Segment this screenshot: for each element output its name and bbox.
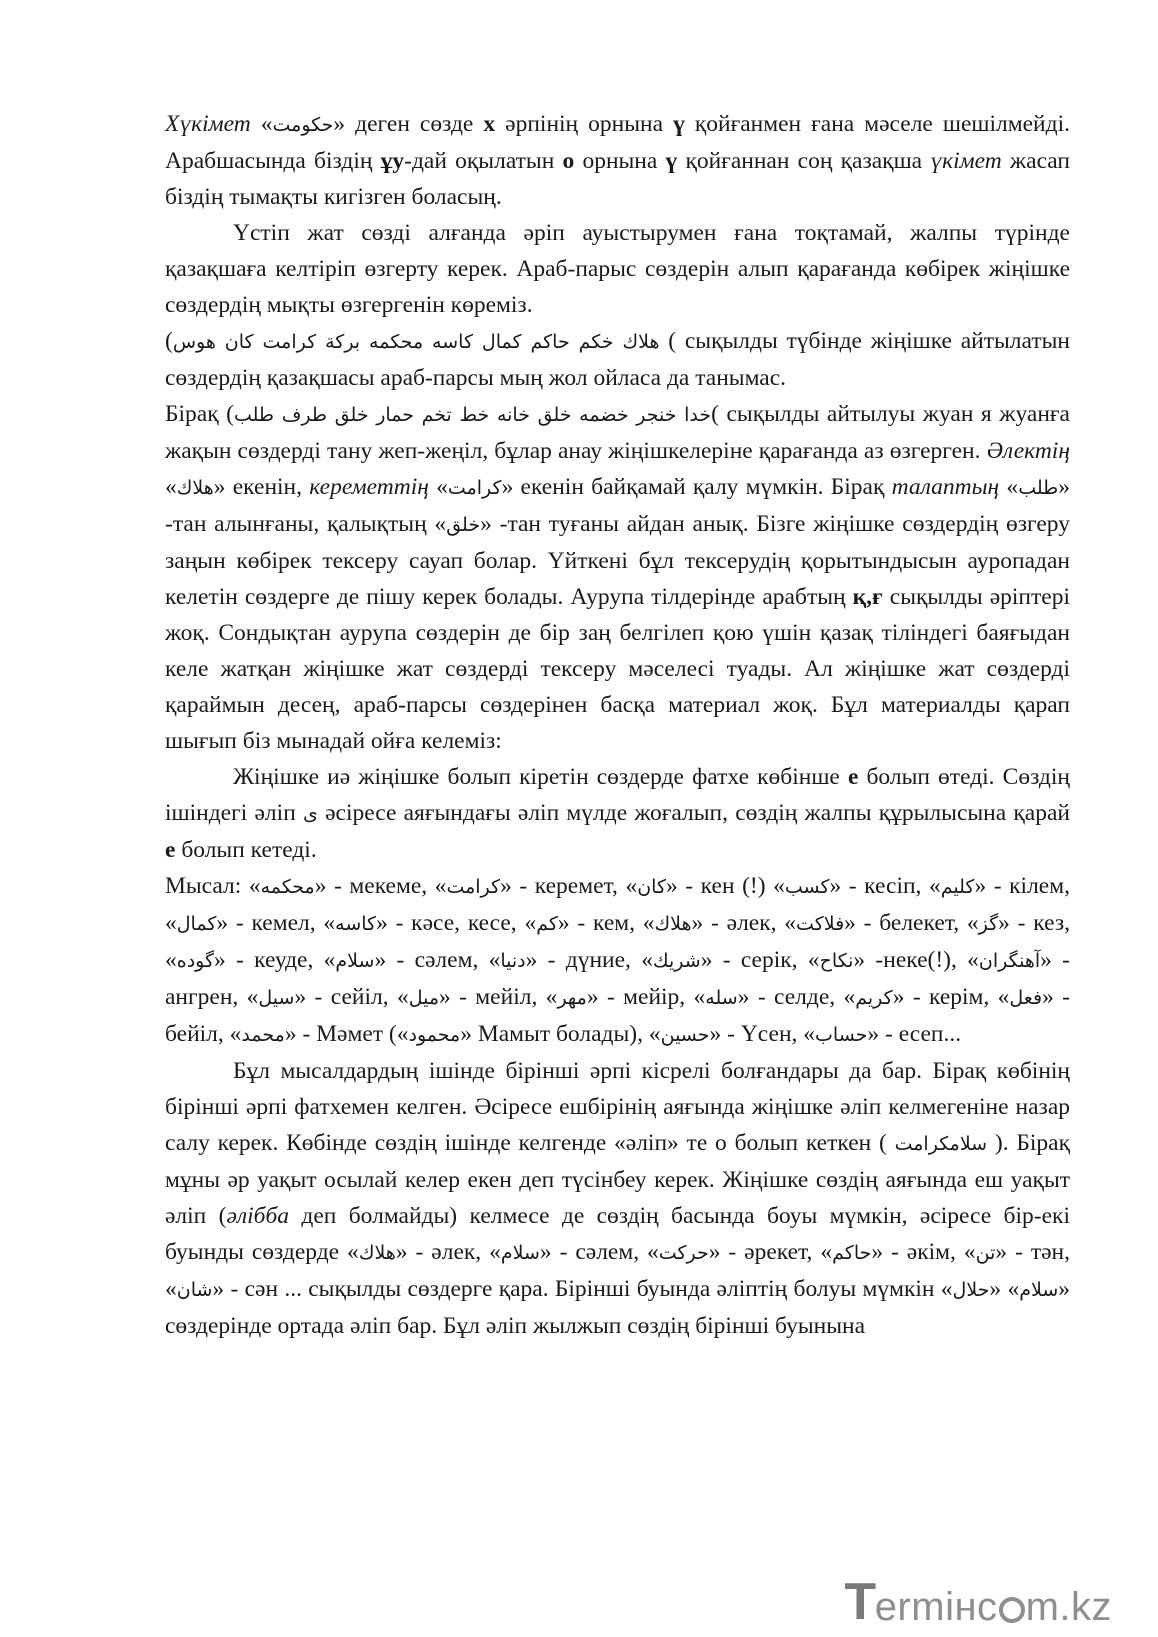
- text: » - Үсен, «: [709, 1021, 816, 1047]
- text: » - мейіл, «: [439, 984, 558, 1010]
- text: «: [428, 474, 448, 500]
- text: » - серік, «: [700, 947, 820, 973]
- text: әрпінің орнына: [495, 111, 674, 137]
- arabic-word: گز: [978, 913, 999, 935]
- text: » - кесіп, «: [829, 873, 941, 899]
- paragraph-2: [165, 215, 1070, 323]
- bold-letter: о: [562, 148, 575, 174]
- text: » - кем, «: [557, 910, 655, 936]
- arabic-word: مهر: [557, 987, 587, 1009]
- text: » - мекеме, «: [314, 873, 447, 899]
- arabic-word: طلب: [1018, 477, 1059, 499]
- text: » - әкім, «: [871, 1239, 976, 1265]
- arabic-word: كليم: [940, 876, 975, 898]
- text: » - кеуде, «: [214, 947, 336, 973]
- text: » - Мәмет («: [284, 1021, 409, 1047]
- text: орнына: [574, 148, 666, 174]
- text: » - сәлем, «: [374, 947, 501, 973]
- text: ). Бірақ мұны әр уақыт осылай келер екен деп түсінбеу керек. Жіңішке сөздің аяғында еш уақыт әліп (: [165, 1130, 1070, 1229]
- bold-letter: ұу: [380, 148, 405, 174]
- logo-text-start: ermінc: [874, 1585, 998, 1629]
- text: » деген сөзде: [333, 111, 484, 137]
- text: жасап біздің тымақты кигізген боласың.: [165, 148, 1070, 210]
- arabic-word: محمود: [408, 1024, 461, 1046]
- arabic-word: كريم: [855, 987, 893, 1009]
- text: » -неке(!), «: [853, 947, 979, 973]
- text: » - сән ... сықылды сөздерге қара. Бірінші буында әліптің болуы мүмкін «: [212, 1276, 953, 1302]
- text: » - сәлем, «: [539, 1239, 659, 1265]
- arabic-word: كرامت: [447, 477, 502, 499]
- bold-letter: е: [165, 837, 176, 863]
- text: «: [250, 111, 273, 137]
- text: » - кез, «: [165, 910, 1070, 973]
- italic-word: кереметтің: [309, 474, 429, 500]
- text: » - кемел, «: [216, 910, 336, 936]
- paragraph-7: [165, 1053, 1070, 1344]
- arabic-word: كان: [637, 876, 666, 898]
- arabic-word: هلاك: [654, 913, 692, 935]
- logo-t-letter: T: [844, 1573, 877, 1631]
- italic-word: Әлектің: [986, 438, 1070, 464]
- arabic-word: خلق: [446, 514, 481, 536]
- arabic-word: هلاك: [358, 1242, 396, 1264]
- text: » Мамыт болады), «: [460, 1021, 661, 1047]
- text: Үстіп жат сөзді алғанда әріп ауыстырумен ғана тоқтамай, жалпы түрінде қазақшаға келтіріп өзгерту керек. Араб-парыс сөздерін алып қарағанда көбірек жіңішке сөздердің мықты өзгергенін көреміз.: [165, 220, 1070, 318]
- text: деп болмайды) келмесе де сөздің басында боуы мүмкін, әсіресе бір-екі буынды сөздерде «: [165, 1203, 1070, 1265]
- text: » - керім, «: [892, 984, 1010, 1010]
- text: » екенін,: [213, 474, 310, 500]
- text: » - керемет, «: [500, 873, 638, 899]
- logo-o-ring-icon: [999, 1597, 1025, 1623]
- text: » сөздерінде ортада әліп бар. Бұл әліп жылжып сөздің бірінші буынына: [165, 1276, 1071, 1339]
- text: » - кәсе, кесе, «: [376, 910, 537, 936]
- text: қойғанмен ғана мәселе шешілмейді. Арабшасында біздің: [165, 111, 1070, 174]
- text: » - есеп...: [867, 1021, 962, 1047]
- bold-letter: е: [847, 764, 859, 790]
- text: Жіңішке иә жіңішке болып кіретін сөздерде фатхе көбінше: [233, 764, 848, 790]
- termincom-logo: [844, 1575, 1112, 1629]
- text: » - әлек, «: [395, 1239, 501, 1265]
- text: » - бейіл, «: [165, 984, 1070, 1047]
- arabic-word: سلام: [500, 1242, 540, 1264]
- text: » -тан алынғаны, қалықтың «: [165, 474, 1071, 537]
- arabic-word: حكومت: [272, 114, 334, 136]
- logo-text-end: m.kz: [1025, 1585, 1112, 1629]
- text: болып өтеді. Сөздің ішіндегі әліп: [165, 764, 1070, 826]
- arabic-word: تن: [975, 1242, 996, 1264]
- text: «: [165, 474, 177, 500]
- text: ( сықылды түбінде жіңішке айтылатын сөздердің қазақшасы араб-парсы мың жол ойласа да танымас.: [165, 328, 1070, 391]
- bold-letter: ү: [673, 111, 685, 137]
- paragraph-3: [165, 323, 1070, 396]
- text: болып кетеді.: [175, 837, 317, 863]
- italic-word: талаптың: [891, 474, 1000, 500]
- bold-letter: ү: [665, 148, 678, 174]
- arabic-words: هلاك خكم حاكم كمال كاسه محكمه بركة كرامت كان هوس: [172, 331, 660, 353]
- bold-letters: қ,ғ: [852, 584, 883, 610]
- arabic-word: كم: [536, 913, 558, 935]
- arabic-word: سلام: [335, 950, 375, 972]
- text: ( сықылды айтылуы жуан я жуанға жақын сөздерді тану жеп-жеңіл, бұлар анау жіңішкелеріне қарағанда аз өзгерген.: [165, 401, 1070, 464]
- arabic-word: كسب: [784, 876, 830, 898]
- arabic-word: سلام: [1019, 1279, 1059, 1301]
- text: Бұл мысалдардың ішінде бірінші әрпі кісрелі болғандары да бар. Бірақ көбінің бірінші әрпі фатхемен келген. Әсіресе ешбірінің аяғында жіңішке әліп келмегеніне назар салу керек. Көбінде сөздің ішінде келгенде «әліп» те о болып кеткен (: [165, 1058, 1070, 1156]
- arabic-word: محمد: [241, 1024, 285, 1046]
- arabic-word: فلاكت: [796, 913, 845, 935]
- text: » «: [989, 1276, 1020, 1302]
- text: Мысал: «: [165, 873, 261, 899]
- italic-word: үкімет: [930, 148, 1002, 174]
- text: » -тан туғаны айдан анық. Бізге жіңішке сөздердің өзгеру заңын көбірек тексеру сауап болар. Үйткені бұл тексерудің қорытындысын ауропадан келетін сөздерге де пішу керек болады. Аурупа тілдерінде арабтың: [165, 511, 1070, 610]
- text: » - кілем, «: [165, 873, 1070, 936]
- text: » - дүние, «: [525, 947, 653, 973]
- arabic-word: گوده: [176, 950, 215, 972]
- arabic-word: شريك: [652, 950, 701, 972]
- arabic-word: فعل: [1009, 987, 1043, 1009]
- text: «: [999, 474, 1019, 500]
- text: » - мейір, «: [586, 984, 706, 1010]
- arabic-words: خدا خنجر خضمه خلق خانه خط تخم حمار خلق طرف طلب: [233, 404, 712, 426]
- arabic-letter: ى: [303, 803, 318, 825]
- arabic-word: كاسه: [335, 913, 377, 935]
- arabic-word: حلال: [952, 1279, 990, 1301]
- text: » - кен (!) «: [666, 873, 785, 899]
- italic-word: әлібба: [226, 1203, 290, 1229]
- arabic-word: كمال: [176, 913, 217, 935]
- paragraph-1: [165, 106, 1070, 215]
- text: » - әлек, «: [691, 910, 797, 936]
- arabic-word: حركت: [658, 1242, 709, 1264]
- text: » - ангрен, «: [165, 947, 1071, 1010]
- arabic-word: هلاك: [176, 477, 214, 499]
- text: әсіресе аяғындағы әліп мүлде жоғалып, сөздің жалпы құрылысына қарай: [317, 800, 1070, 826]
- arabic-word: محكمه: [260, 876, 315, 898]
- text: » - селде, «: [737, 984, 856, 1010]
- arabic-word: كرامت: [446, 876, 501, 898]
- text: қойғаннан соң қазақша: [677, 148, 931, 174]
- arabic-word: ميل: [408, 987, 440, 1009]
- text: » - тән, «: [165, 1239, 1070, 1302]
- paragraph-5: [165, 759, 1070, 868]
- paragraph-4: [165, 396, 1070, 759]
- text: сықылды әріптері жоқ. Сондықтан аурупа сөздерін де бір заң белгілеп қою үшін қазақ тіліндегі баяғыдан келе жатқан жіңішке жат сөздерді тексеру мәселесі туады. Ал жіңішке жат сөздерді қараймын десең, араб-парсы сөздерінен басқа материал жоқ. Бұл материалды қарап шығып біз мынадай ойға келеміз:: [165, 584, 1070, 754]
- text: » - сейіл, «: [294, 984, 409, 1010]
- arabic-word: سلامكرامت: [894, 1133, 988, 1155]
- arabic-word: حسين: [660, 1024, 710, 1046]
- arabic-word: حاكم: [832, 1242, 872, 1264]
- text: (: [165, 328, 173, 354]
- text: Бірақ (: [165, 401, 234, 427]
- text: » екенін байқамай қалу мүмкін. Бірақ: [501, 474, 892, 500]
- document-page: [165, 106, 1070, 1344]
- arabic-word: نكاح: [819, 950, 854, 972]
- italic-word: Хүкімет: [165, 111, 251, 137]
- arabic-word: دنيا: [500, 950, 526, 972]
- arabic-word: سيل: [258, 987, 295, 1009]
- arabic-word: شان: [176, 1279, 213, 1301]
- paragraph-6-examples: [165, 868, 1070, 1053]
- bold-letter: х: [483, 111, 496, 137]
- text: » - белекет, «: [844, 910, 979, 936]
- arabic-word: آهنگران: [978, 950, 1041, 972]
- arabic-word: حساب: [815, 1024, 868, 1046]
- text: » - әрекет, «: [708, 1239, 833, 1265]
- text: -дай оқылатын: [404, 148, 563, 174]
- arabic-word: سله: [705, 987, 738, 1009]
